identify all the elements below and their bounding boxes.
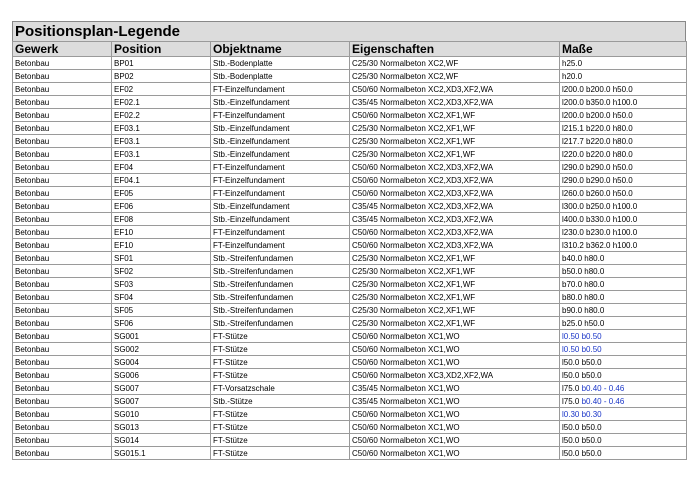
cell-position: SG007	[112, 382, 211, 395]
masse-value: l200.0 b350.0 h100.0	[562, 97, 638, 107]
cell-gewerk: Betonbau	[13, 148, 112, 161]
cell-objektname: Stb.-Streifenfundamen	[211, 317, 350, 330]
cell-masse	[560, 265, 687, 278]
cell-gewerk: Betonbau	[13, 395, 112, 408]
cell-position: SG004	[112, 356, 211, 369]
cell-eigenschaften: C50/60 Normalbeton XC1,WO	[350, 408, 560, 421]
cell-position: SF05	[112, 304, 211, 317]
cell-eigenschaften: C25/30 Normalbeton XC2,XF1,WF	[350, 278, 560, 291]
cell-position: EF03.1	[112, 135, 211, 148]
masse-value: l230.0 b230.0 h100.0	[562, 227, 638, 237]
masse-value: h20.0	[562, 71, 583, 81]
cell-eigenschaften: C35/45 Normalbeton XC2,XD3,XF2,WA	[350, 213, 560, 226]
table-row	[13, 239, 687, 252]
cell-masse	[560, 330, 687, 343]
cell-gewerk: Betonbau	[13, 187, 112, 200]
cell-eigenschaften: C50/60 Normalbeton XC2,XD3,XF2,WA	[350, 226, 560, 239]
cell-eigenschaften: C50/60 Normalbeton XC1,WO	[350, 447, 560, 460]
cell-masse	[560, 174, 687, 187]
table-row	[13, 148, 687, 161]
cell-eigenschaften: C35/45 Normalbeton XC1,WO	[350, 395, 560, 408]
cell-position: EF03.1	[112, 148, 211, 161]
cell-position: SG013	[112, 421, 211, 434]
cell-gewerk: Betonbau	[13, 226, 112, 239]
cell-gewerk: Betonbau	[13, 278, 112, 291]
table-row	[13, 434, 687, 447]
cell-masse	[560, 187, 687, 200]
table-row	[13, 356, 687, 369]
table-row	[13, 317, 687, 330]
cell-gewerk: Betonbau	[13, 239, 112, 252]
cell-gewerk: Betonbau	[13, 408, 112, 421]
legend-sheet	[12, 21, 686, 460]
cell-masse	[560, 304, 687, 317]
cell-masse	[560, 200, 687, 213]
masse-value: l290.0 b290.0 h50.0	[562, 162, 633, 172]
cell-position: SG007	[112, 395, 211, 408]
cell-gewerk: Betonbau	[13, 96, 112, 109]
cell-objektname: Stb.-Einzelfundament	[211, 122, 350, 135]
cell-gewerk: Betonbau	[13, 369, 112, 382]
masse-value: l310.2 b362.0 h100.0	[562, 240, 638, 250]
cell-objektname: Stb.-Einzelfundament	[211, 135, 350, 148]
cell-objektname: FT-Stütze	[211, 356, 350, 369]
table-body	[13, 57, 687, 460]
cell-eigenschaften: C50/60 Normalbeton XC2,XD3,XF2,WA	[350, 174, 560, 187]
table-row	[13, 83, 687, 96]
cell-eigenschaften: C35/45 Normalbeton XC1,WO	[350, 382, 560, 395]
cell-objektname: Stb.-Einzelfundament	[211, 200, 350, 213]
table-row	[13, 395, 687, 408]
cell-objektname: Stb.-Einzelfundament	[211, 96, 350, 109]
cell-masse	[560, 57, 687, 70]
cell-masse	[560, 343, 687, 356]
table-row	[13, 174, 687, 187]
table-row	[13, 291, 687, 304]
table-row	[13, 408, 687, 421]
cell-position: SG001	[112, 330, 211, 343]
cell-objektname: Stb.-Stütze	[211, 395, 350, 408]
cell-gewerk: Betonbau	[13, 135, 112, 148]
table-row	[13, 304, 687, 317]
cell-objektname: FT-Einzelfundament	[211, 187, 350, 200]
table-row	[13, 161, 687, 174]
cell-masse	[560, 213, 687, 226]
cell-eigenschaften: C25/30 Normalbeton XC2,XF1,WF	[350, 317, 560, 330]
cell-eigenschaften: C50/60 Normalbeton XC1,WO	[350, 343, 560, 356]
cell-position: SF04	[112, 291, 211, 304]
cell-position: SF03	[112, 278, 211, 291]
cell-position: EF08	[112, 213, 211, 226]
header-objektname: Objektname	[211, 42, 350, 57]
cell-gewerk: Betonbau	[13, 265, 112, 278]
cell-gewerk: Betonbau	[13, 317, 112, 330]
cell-objektname: FT-Stütze	[211, 369, 350, 382]
table-row	[13, 382, 687, 395]
masse-value: l215.1 b220.0 h80.0	[562, 123, 633, 133]
cell-position: SF06	[112, 317, 211, 330]
masse-value: l400.0 b330.0 h100.0	[562, 214, 638, 224]
table-row	[13, 200, 687, 213]
cell-position: EF06	[112, 200, 211, 213]
cell-gewerk: Betonbau	[13, 330, 112, 343]
masse-linked-value: b0.40 - 0.46	[581, 383, 625, 393]
masse-linked-value: b0.40 - 0.46	[581, 396, 625, 406]
masse-linked-value: l0.50 b0.50	[562, 331, 602, 341]
cell-gewerk: Betonbau	[13, 161, 112, 174]
cell-gewerk: Betonbau	[13, 304, 112, 317]
table-row	[13, 447, 687, 460]
cell-objektname: FT-Stütze	[211, 434, 350, 447]
cell-masse	[560, 96, 687, 109]
header-masse: Maße	[560, 42, 687, 57]
cell-objektname: FT-Vorsatzschale	[211, 382, 350, 395]
cell-gewerk: Betonbau	[13, 70, 112, 83]
cell-position: SF02	[112, 265, 211, 278]
masse-value: l50.0 b50.0	[562, 357, 602, 367]
cell-masse	[560, 291, 687, 304]
table-row	[13, 57, 687, 70]
table-row	[13, 421, 687, 434]
cell-objektname: FT-Stütze	[211, 447, 350, 460]
masse-value: l75.0	[562, 396, 582, 406]
cell-eigenschaften: C25/30 Normalbeton XC2,XF1,WF	[350, 265, 560, 278]
cell-gewerk: Betonbau	[13, 291, 112, 304]
cell-objektname: Stb.-Streifenfundamen	[211, 265, 350, 278]
legend-table	[12, 41, 687, 460]
cell-position: EF02.2	[112, 109, 211, 122]
masse-value: l217.7 b220.0 h80.0	[562, 136, 633, 146]
masse-value: l50.0 b50.0	[562, 435, 602, 445]
cell-masse	[560, 382, 687, 395]
table-row	[13, 369, 687, 382]
cell-masse	[560, 278, 687, 291]
cell-objektname: Stb.-Einzelfundament	[211, 148, 350, 161]
cell-objektname: FT-Einzelfundament	[211, 174, 350, 187]
masse-linked-value: l0.50 b0.50	[562, 344, 602, 354]
cell-eigenschaften: C50/60 Normalbeton XC2,XD3,XF2,WA	[350, 161, 560, 174]
cell-position: EF10	[112, 239, 211, 252]
cell-gewerk: Betonbau	[13, 447, 112, 460]
cell-eigenschaften: C50/60 Normalbeton XC2,XF1,WF	[350, 109, 560, 122]
cell-objektname: FT-Einzelfundament	[211, 226, 350, 239]
cell-eigenschaften: C50/60 Normalbeton XC1,WO	[350, 421, 560, 434]
header-gewerk: Gewerk	[13, 42, 112, 57]
masse-value: l300.0 b250.0 h100.0	[562, 201, 638, 211]
cell-masse	[560, 421, 687, 434]
cell-position: SG002	[112, 343, 211, 356]
cell-gewerk: Betonbau	[13, 57, 112, 70]
cell-objektname: Stb.-Einzelfundament	[211, 213, 350, 226]
sheet-title: Positionsplan-Legende	[15, 23, 181, 40]
cell-objektname: FT-Einzelfundament	[211, 239, 350, 252]
cell-position: SG010	[112, 408, 211, 421]
cell-eigenschaften: C35/45 Normalbeton XC2,XD3,XF2,WA	[350, 96, 560, 109]
cell-gewerk: Betonbau	[13, 122, 112, 135]
cell-position: SG014	[112, 434, 211, 447]
cell-position: EF03.1	[112, 122, 211, 135]
masse-value: h25.0	[562, 58, 583, 68]
masse-value: l220.0 b220.0 h80.0	[562, 149, 633, 159]
masse-value: l50.0 b50.0	[562, 448, 602, 458]
cell-eigenschaften: C25/30 Normalbeton XC2,XF1,WF	[350, 148, 560, 161]
cell-objektname: FT-Stütze	[211, 343, 350, 356]
table-row	[13, 278, 687, 291]
table-row	[13, 265, 687, 278]
cell-gewerk: Betonbau	[13, 343, 112, 356]
cell-eigenschaften: C50/60 Normalbeton XC1,WO	[350, 330, 560, 343]
cell-position: EF05	[112, 187, 211, 200]
cell-eigenschaften: C50/60 Normalbeton XC3,XD2,XF2,WA	[350, 369, 560, 382]
table-row	[13, 70, 687, 83]
cell-eigenschaften: C25/30 Normalbeton XC2,XF1,WF	[350, 122, 560, 135]
cell-eigenschaften: C50/60 Normalbeton XC2,XD3,XF2,WA	[350, 187, 560, 200]
table-row	[13, 226, 687, 239]
cell-position: EF10	[112, 226, 211, 239]
cell-position: SG015.1	[112, 447, 211, 460]
cell-objektname: Stb.-Bodenplatte	[211, 70, 350, 83]
cell-eigenschaften: C25/30 Normalbeton XC2,XF1,WF	[350, 252, 560, 265]
cell-eigenschaften: C25/30 Normalbeton XC2,XF1,WF	[350, 291, 560, 304]
cell-masse	[560, 148, 687, 161]
cell-objektname: Stb.-Bodenplatte	[211, 57, 350, 70]
cell-eigenschaften: C25/30 Normalbeton XC2,WF	[350, 70, 560, 83]
cell-eigenschaften: C25/30 Normalbeton XC2,XF1,WF	[350, 304, 560, 317]
cell-objektname: FT-Stütze	[211, 330, 350, 343]
cell-gewerk: Betonbau	[13, 83, 112, 96]
table-row	[13, 213, 687, 226]
cell-position: BP02	[112, 70, 211, 83]
masse-value: l200.0 b200.0 h50.0	[562, 110, 633, 120]
cell-position: EF04	[112, 161, 211, 174]
cell-masse	[560, 395, 687, 408]
cell-eigenschaften: C25/30 Normalbeton XC2,WF	[350, 57, 560, 70]
masse-value: b50.0 h80.0	[562, 266, 605, 276]
masse-value: l200.0 b200.0 h50.0	[562, 84, 633, 94]
table-row	[13, 252, 687, 265]
cell-eigenschaften: C35/45 Normalbeton XC2,XD3,XF2,WA	[350, 200, 560, 213]
cell-gewerk: Betonbau	[13, 382, 112, 395]
cell-masse	[560, 252, 687, 265]
table-row	[13, 109, 687, 122]
cell-objektname: FT-Einzelfundament	[211, 161, 350, 174]
table-row	[13, 96, 687, 109]
cell-masse	[560, 70, 687, 83]
masse-value: b25.0 h50.0	[562, 318, 605, 328]
table-row	[13, 343, 687, 356]
cell-position: EF02.1	[112, 96, 211, 109]
masse-value: l290.0 b290.0 h50.0	[562, 175, 633, 185]
cell-eigenschaften: C50/60 Normalbeton XC2,XD3,XF2,WA	[350, 239, 560, 252]
cell-position: SF01	[112, 252, 211, 265]
masse-value: l50.0 b50.0	[562, 370, 602, 380]
cell-position: BP01	[112, 57, 211, 70]
cell-gewerk: Betonbau	[13, 356, 112, 369]
cell-masse	[560, 434, 687, 447]
masse-value: b70.0 h80.0	[562, 279, 605, 289]
cell-masse	[560, 356, 687, 369]
header-eigenschaften: Eigenschaften	[350, 42, 560, 57]
cell-masse	[560, 161, 687, 174]
cell-objektname: Stb.-Streifenfundamen	[211, 278, 350, 291]
cell-eigenschaften: C50/60 Normalbeton XC2,XD3,XF2,WA	[350, 83, 560, 96]
cell-gewerk: Betonbau	[13, 174, 112, 187]
masse-value: b90.0 h80.0	[562, 305, 605, 315]
cell-position: EF04.1	[112, 174, 211, 187]
cell-eigenschaften: C25/30 Normalbeton XC2,XF1,WF	[350, 135, 560, 148]
cell-masse	[560, 447, 687, 460]
title-bar	[12, 21, 686, 41]
cell-masse	[560, 83, 687, 96]
table-row	[13, 187, 687, 200]
cell-eigenschaften: C50/60 Normalbeton XC1,WO	[350, 356, 560, 369]
masse-value: l50.0 b50.0	[562, 422, 602, 432]
masse-value: l260.0 b260.0 h50.0	[562, 188, 633, 198]
cell-objektname: FT-Stütze	[211, 408, 350, 421]
cell-masse	[560, 109, 687, 122]
cell-gewerk: Betonbau	[13, 109, 112, 122]
masse-value: b40.0 h80.0	[562, 253, 605, 263]
cell-objektname: FT-Einzelfundament	[211, 83, 350, 96]
table-row	[13, 135, 687, 148]
header-position: Position	[112, 42, 211, 57]
cell-gewerk: Betonbau	[13, 252, 112, 265]
cell-position: SG006	[112, 369, 211, 382]
header-row	[13, 42, 687, 57]
masse-linked-value: l0.30 b0.30	[562, 409, 602, 419]
cell-masse	[560, 122, 687, 135]
cell-position: EF02	[112, 83, 211, 96]
cell-gewerk: Betonbau	[13, 434, 112, 447]
cell-eigenschaften: C50/60 Normalbeton XC1,WO	[350, 434, 560, 447]
cell-masse	[560, 408, 687, 421]
cell-objektname: Stb.-Streifenfundamen	[211, 252, 350, 265]
cell-masse	[560, 317, 687, 330]
cell-gewerk: Betonbau	[13, 200, 112, 213]
cell-masse	[560, 226, 687, 239]
masse-value: l75.0	[562, 383, 582, 393]
masse-value: b80.0 h80.0	[562, 292, 605, 302]
cell-objektname: FT-Stütze	[211, 421, 350, 434]
cell-gewerk: Betonbau	[13, 421, 112, 434]
table-row	[13, 122, 687, 135]
table-row	[13, 330, 687, 343]
cell-objektname: Stb.-Streifenfundamen	[211, 291, 350, 304]
cell-masse	[560, 369, 687, 382]
cell-masse	[560, 135, 687, 148]
cell-objektname: FT-Einzelfundament	[211, 109, 350, 122]
cell-gewerk: Betonbau	[13, 213, 112, 226]
cell-objektname: Stb.-Streifenfundamen	[211, 304, 350, 317]
cell-masse	[560, 239, 687, 252]
